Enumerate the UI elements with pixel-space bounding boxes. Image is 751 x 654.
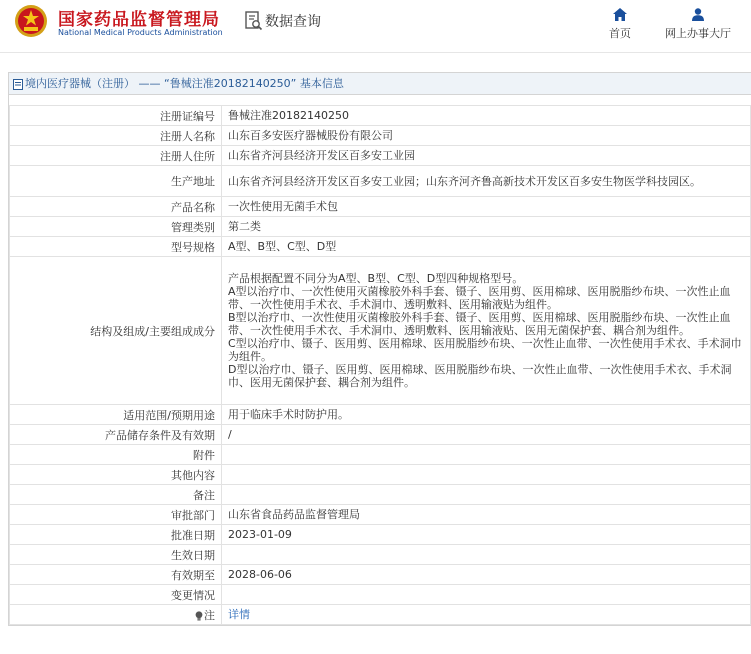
site-name-cn[interactable]: 国家药品监督管理局: [58, 10, 220, 30]
breadcrumb-separator: ——: [138, 77, 161, 90]
field-value: 山东省齐河县经济开发区百多安工业园；山东齐河齐鲁高新技术开发区百多安生物医学科技园区。: [222, 166, 751, 197]
field-value: [222, 485, 751, 505]
field-label: 产品储存条件及有效期: [10, 425, 222, 445]
details-link[interactable]: 详情: [228, 608, 250, 621]
table-row: [10, 465, 751, 485]
data-query-link[interactable]: 数据查询: [265, 14, 321, 30]
field-label: 附件: [10, 445, 222, 465]
field-value: 用于临床手术时防护用。: [222, 405, 751, 425]
nav-online-hall-label: 网上办事大厅: [665, 27, 731, 40]
field-label: 审批部门: [10, 505, 222, 525]
note-value-cell: [222, 605, 751, 625]
table-row: [10, 217, 751, 237]
field-label: 生效日期: [10, 545, 222, 565]
field-value: /: [222, 425, 751, 445]
site-name-en: National Medical Products Administration: [58, 28, 223, 37]
table-row: [10, 106, 751, 126]
nav-home[interactable]: [606, 8, 634, 41]
note-label-cell: [10, 605, 222, 625]
field-value: [222, 465, 751, 485]
table-row: [10, 237, 751, 257]
table-row: [10, 505, 751, 525]
field-label: 备注: [10, 485, 222, 505]
table-row: [10, 126, 751, 146]
user-icon: [691, 8, 705, 21]
lightbulb-icon: [195, 611, 203, 621]
field-label: 变更情况: [10, 585, 222, 605]
table-row: [10, 445, 751, 465]
nav-home-label: 首页: [609, 27, 631, 40]
field-label: 适用范围/预期用途: [10, 405, 222, 425]
note-row: [10, 605, 751, 625]
field-value: [222, 585, 751, 605]
detail-panel: [8, 72, 751, 626]
nav-online-hall[interactable]: [658, 8, 738, 41]
table-row: [10, 257, 751, 405]
field-value: [222, 445, 751, 465]
field-label: 有效期至: [10, 565, 222, 585]
table-row: [10, 585, 751, 605]
breadcrumb-category[interactable]: 境内医疗器械（注册）: [25, 77, 135, 90]
table-row: [10, 545, 751, 565]
field-value: 第二类: [222, 217, 751, 237]
field-value: 山东百多安医疗器械股份有限公司: [222, 126, 751, 146]
table-row: [10, 197, 751, 217]
field-label: 批准日期: [10, 525, 222, 545]
field-value: [222, 545, 751, 565]
document-icon: [13, 79, 23, 90]
table-row: [10, 405, 751, 425]
table-row: [10, 525, 751, 545]
data-query-icon[interactable]: [245, 11, 263, 31]
breadcrumb-record: “鲁械注准20182140250”: [164, 77, 297, 90]
table-row: [10, 565, 751, 585]
breadcrumb: [9, 73, 751, 95]
breadcrumb-suffix: 基本信息: [299, 77, 344, 90]
note-label: 注: [204, 608, 215, 622]
detail-table: [9, 105, 751, 625]
field-value: 山东省食品药品监督管理局: [222, 505, 751, 525]
field-value: 一次性使用无菌手术包: [222, 197, 751, 217]
field-label: 其他内容: [10, 465, 222, 485]
national-emblem-icon[interactable]: [14, 4, 48, 38]
field-label: 注册人名称: [10, 126, 222, 146]
table-row: [10, 425, 751, 445]
table-row: [10, 485, 751, 505]
field-label: 注册证编号: [10, 106, 222, 126]
field-value: 2028-06-06: [222, 565, 751, 585]
field-label: 注册人住所: [10, 146, 222, 166]
field-label: 结构及组成/主要组成成分: [10, 257, 222, 405]
table-row: [10, 146, 751, 166]
field-label: 产品名称: [10, 197, 222, 217]
field-label: 管理类别: [10, 217, 222, 237]
field-label: 生产地址: [10, 166, 222, 197]
field-label: 型号规格: [10, 237, 222, 257]
field-value: 鲁械注准20182140250: [222, 106, 751, 126]
field-value: 山东省齐河县经济开发区百多安工业园: [222, 146, 751, 166]
site-header: [0, 0, 751, 53]
field-value: 产品根据配置不同分为A型、B型、C型、D型四种规格型号。 A型以治疗巾、一次性使用灭菌橡胶外科手套、镊子、医用剪、医用棉球、医用脱脂纱布块、一次性止血带、一次性使用手术衣、手术洞巾、透明敷料、医用输液贴为组件。 B型以治疗巾、一次性使用灭菌橡胶外科手套、镊子、医用剪、医用棉球、医用脱脂纱布块、一次性止血带、一次性使用手术衣、手术洞巾、透明敷料、医用输液贴、医用无菌保护套、耦合剂为组件。 C型以治疗巾、镊子、医用剪、医用棉球、医用脱脂纱布块、一次性止血带、一次性使用手术衣、手术洞巾为组件。 D型以治疗巾、镊子、医用剪、医用棉球、医用脱脂纱布块、一次性止血带、一次性使用手术衣、手术洞巾、医用无菌保护套、耦合剂为组件。: [222, 257, 751, 405]
home-icon: [613, 8, 627, 21]
table-row: [10, 166, 751, 197]
field-value: 2023-01-09: [222, 525, 751, 545]
field-value: A型、B型、C型、D型: [222, 237, 751, 257]
